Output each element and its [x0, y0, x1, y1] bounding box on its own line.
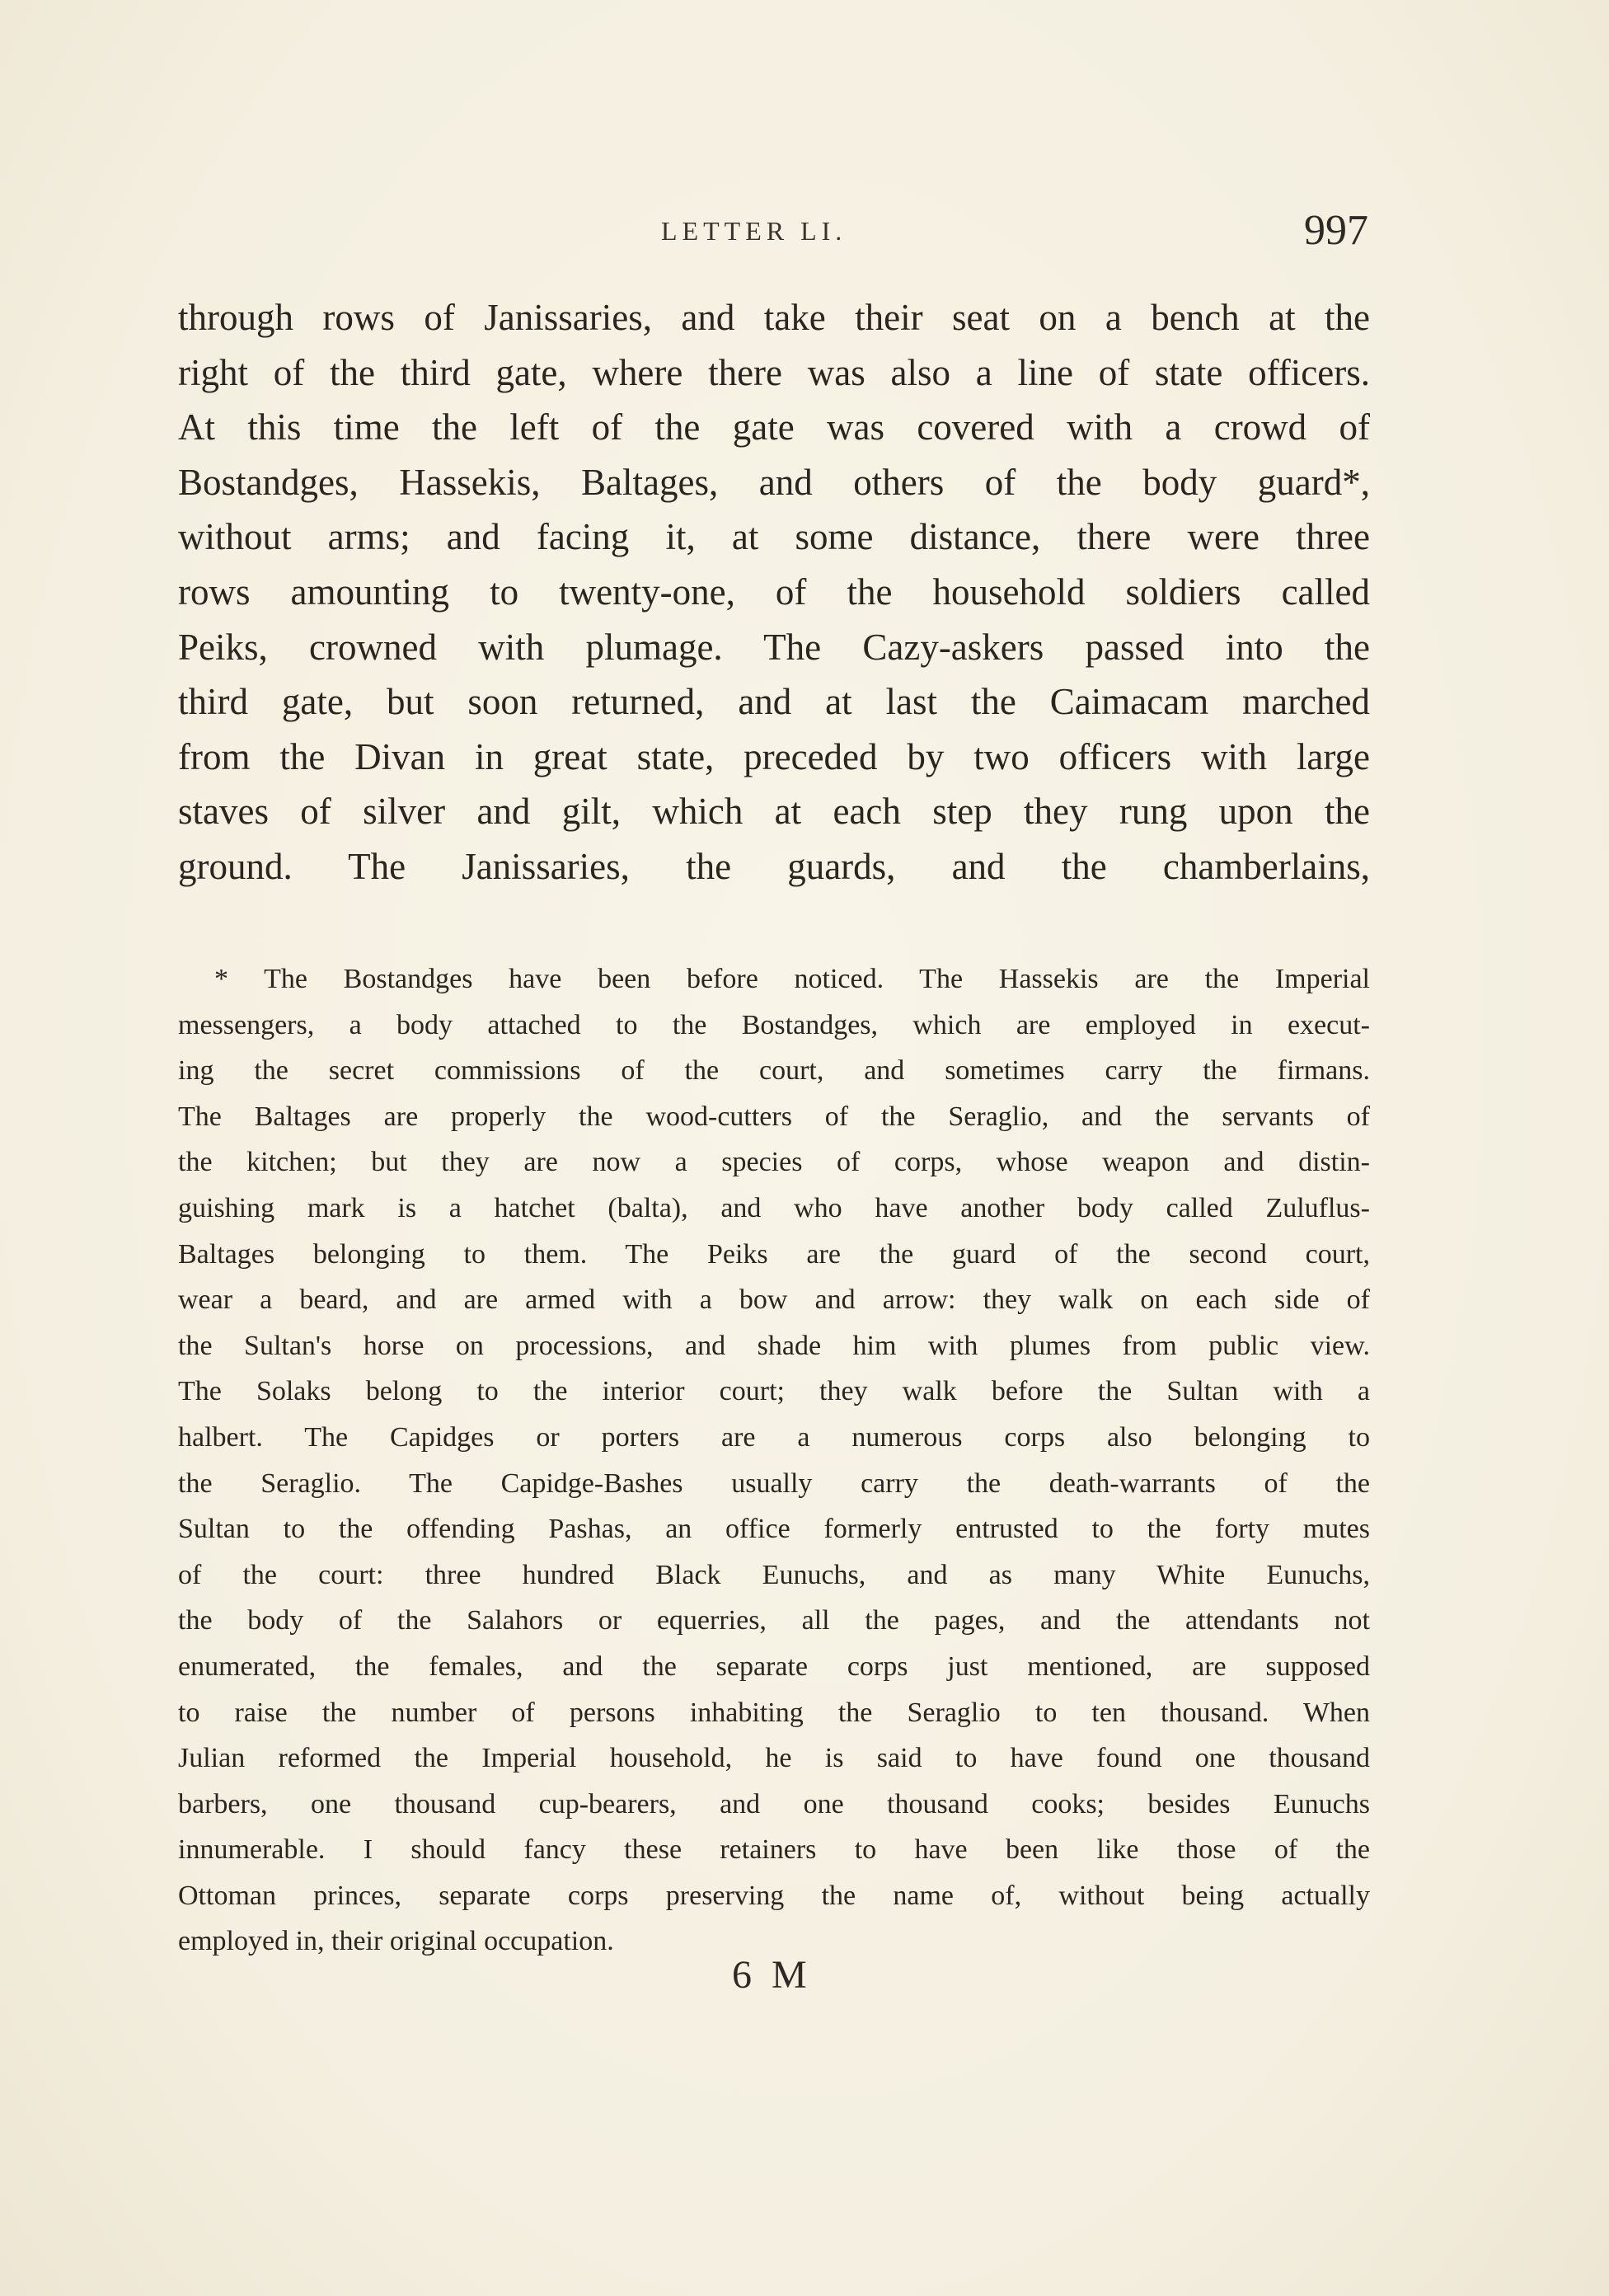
body-line: through rows of Janissaries, and take their seat on a bench at the: [178, 297, 1370, 338]
body-text: [178, 290, 1370, 894]
footnote-line: the Seraglio. The Capidge-Bashes usually carry the death-warrants of the: [178, 1467, 1370, 1499]
footnote-line: barbers, one thousand cup-bearers, and one thousand cooks; besides Eunuchs: [178, 1788, 1370, 1819]
body-line: At this time the left of the gate was covered with a crowd of: [178, 406, 1370, 448]
body-line: ground. The Janissaries, the guards, and the chamberlains,: [178, 845, 1370, 887]
footnote-line: halbert. The Capidges or porters are a numerous corps also belonging to: [178, 1421, 1370, 1453]
body-line: Bostandges, Hassekis, Baltages, and others of the body guard*,: [178, 461, 1370, 503]
running-head: LETTER LI.: [661, 216, 847, 246]
footnote-line: Ottoman princes, separate corps preserving the name of, without being actually: [178, 1880, 1370, 1911]
footnote-line: Julian reformed the Imperial household, he is said to have found one thousand: [178, 1743, 1370, 1774]
footnote-line: * The Bostandges have been before noticed. The Hassekis are the Imperial: [214, 964, 1370, 994]
footnote-line: to raise the number of persons inhabiting the Seraglio to ten thousand. When: [178, 1697, 1370, 1728]
body-line: third gate, but soon returned, and at last the Caimacam marched: [178, 681, 1370, 723]
footnote-line: ing the secret commissions of the court, and sometimes carry the firmans.: [178, 1055, 1370, 1087]
footnote-line: The Solaks belong to the interior court; they walk before the Sultan with a: [178, 1376, 1370, 1407]
footnote-line: the kitchen; but they are now a species of corps, whose weapon and distin-: [178, 1147, 1370, 1178]
body-line: rows amounting to twenty-one, of the household soldiers called: [178, 570, 1370, 613]
body-line: from the Divan in great state, preceded by two officers with large: [178, 735, 1370, 777]
body-line: right of the third gate, where there was also a line of state officers.: [178, 351, 1370, 393]
footnote-line: the body of the Salahors or equerries, all the pages, and the attendants not: [178, 1605, 1370, 1636]
footnote: [178, 956, 1370, 1965]
footnote-line: wear a beard, and are armed with a bow and arrow: they walk on each side of: [178, 1284, 1370, 1316]
footnote-line: enumerated, the females, and the separate corps just mentioned, are supposed: [178, 1650, 1370, 1682]
footnote-line: Baltages belonging to them. The Peiks are the guard of the second court,: [178, 1238, 1370, 1270]
footnote-line: The Baltages are properly the wood-cutters of the Seraglio, and the servants of: [178, 1101, 1370, 1132]
footnote-line: Sultan to the offending Pashas, an office formerly entrusted to the forty mutes: [178, 1514, 1370, 1545]
footnote-line: employed in, their original occupation.: [178, 1926, 614, 1957]
body-line: Peiks, crowned with plumage. The Cazy-askers passed into the: [178, 626, 1370, 668]
footnote-line: innumerable. I should fancy these retainers to have been like those of the: [178, 1834, 1370, 1866]
footnote-line: guishing mark is a hatchet (balta), and who have another body called Zuluflus-: [178, 1192, 1370, 1223]
body-line: without arms; and facing it, at some distance, there were three: [178, 516, 1370, 558]
footnote-line: of the court: three hundred Black Eunuchs, and as many White Eunuchs,: [178, 1559, 1370, 1590]
footnote-line: the Sultan's horse on processions, and shade him with plumes from public view.: [178, 1330, 1370, 1361]
signature-mark: 6 M: [732, 1953, 812, 1997]
footnote-line: messengers, a body attached to the Bostandges, which are employed in execut-: [178, 1009, 1370, 1040]
page-header: [180, 206, 1368, 264]
body-line: staves of silver and gilt, which at each step they rung upon the: [178, 791, 1370, 833]
page-number: 997: [1304, 207, 1368, 254]
